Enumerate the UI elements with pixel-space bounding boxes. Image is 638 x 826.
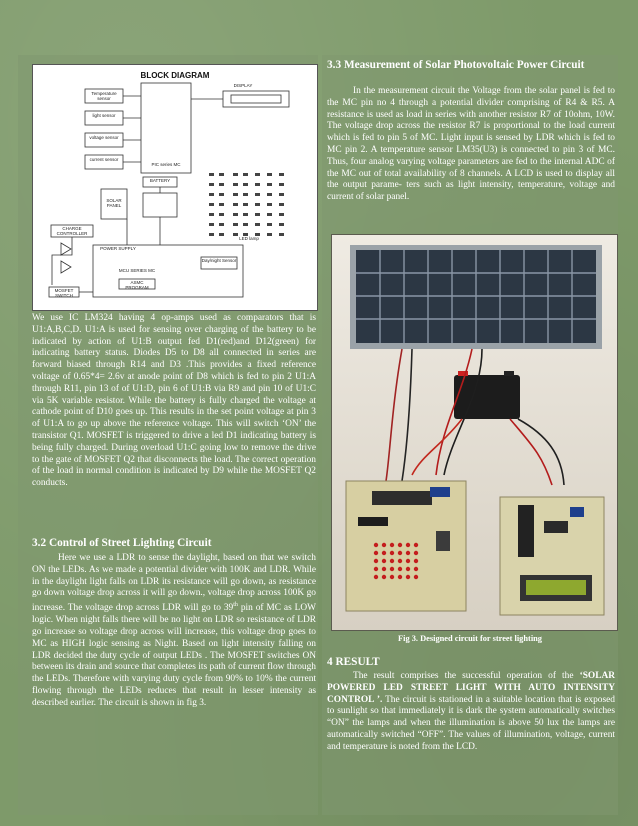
section-3-2-heading: 3.2 Control of Street Lighting Circuit [32,537,212,549]
display-label: DISPLAY [233,83,253,88]
section-3-2-text-a: Here we use a LDR to sense the daylight, based on that we switch ON the LEDs. As we made a potential divider with 100K and LDR. While in the daylight light falls on LDR its resistance will go down, as resistance go down voltage drop across it will go down., voltage drop across 100K go increase. The voltage drop across LDR will go to 39 [32,553,316,614]
block-diagram-title: BLOCK DIAGRAM [140,71,210,80]
section-3-2-body [32,553,316,709]
section-3-3-body [327,86,615,204]
battery-label: BATTERY [149,178,171,183]
solar-panel-label: SOLAR PANEL [106,198,122,208]
section-4-title-bold: ‘SOLAR POWERED LED STREET LIGHT WITH AUTO INTENSITY CONTROL ’. [327,671,615,705]
section-4-text-b: The circuit is stationed in a suitable location that is exposed to sunlight so that immediately it is dark the system automatically switches “ON” the lamps and when the illumination is above 50 lux the lamps are automatically switched “OFF”. The values of illumination, voltage, current and temperature is noted from the LCD. [327,694,615,752]
figure-3-caption: Fig 3. Designed circuit for street lighting [398,634,542,643]
pic-mc-label: PIC series MC [151,162,181,167]
section-3-2-text-b: pin of MC as LOW logic. When night falls there will be no light on LDR so resistance of LDR go increase so voltage drop across will increase, this voltage drop goes to MC as HIGH logic sensing as Night. Based on light intensity falling on LDR decided the duty cycle of output LEDs . The MOSFET switches ON between its drain and source that completes its path of current flow through the LEDs. Therefore with varying duty cycle from 90% to 10% the current flowing through the LEDs reduces that result in lesser intensity as described earlier. The circuit is shown in fig 3. [32,603,316,708]
temperature-sensor-label: Temperature sensor [91,91,117,101]
asmc-program-label: ASMC PROGRAM [125,280,149,290]
left-paragraph: We use IC LM324 having 4 op-amps used as comparators that is U1:A,B,C,D. U1:A is used for sensing over charging of the battery to be indicated by action of U1:B output fed D1(red)and D12(green) for indicating battery status. Diodes D5 to D8 all connected in series are forward biased through R14 and D3 .This provides a fixed reference voltage of 0.65*4= 2.6v at anode point of D8 which is fed to pin 2 U1:A through R11, pin 13 of of U1:D, pin 6 of U1:B via R9 and pin 10 of U1:C via 5K variable resistor. While the battery is fully charged the voltage at cathode point of D10 goes up. This results in the set point voltage at pin 3 of U1:A to go up above the reference voltage. This will switch ‘ON’ the transistor Q1. MOSFET is triggered to drive a led D1 indicating battery is being fully charged. During overload U1:C going low to remove the drive to the gate of MOSFET Q2 that disconnects the load. The correct operation of the load in normal condition is indicated by D9 while the MOSFET Q2 conducts. [32,313,316,489]
mcu-series-label: MCU SERIES MC [118,268,156,273]
block-diagram-drawing [33,65,317,310]
power-supply-label: POWER SUPPLY [100,246,136,251]
section-3-3-text: In the measurement circuit the Voltage from the solar panel is fed to the MC pin no 4 through a potential divider comprising of R4 & R5. A resistance is used as load in series with another resistor R7 of 10ohm, 10W. The voltage drop across the resistor R7 is proportional to the load current which is fed to pin 5 of MC. Light input is sensed by LDR which is fed to MC pin 2. A temperature sensor LM35(U3) is connected to pin 3 of MC. Thus, four analog varying voltage parameters are fed to the internal ADC of the MC out of total availability of 8 channels. A LCD is used to display all the output parame- ters such as light intensity, temperature, voltage and current of solar panel. [327,86,615,203]
led-lamp-label: LED lamp [239,236,259,241]
voltage-sensor-label: voltage sensor [89,135,119,140]
daylight-sensor-label: Day/night Sensor [201,258,237,263]
circuit-photograph [331,234,618,631]
circuit-photo-drawing [332,235,617,630]
section-4-heading: 4 RESULT [327,656,380,668]
charge-controller-label: CHARGE CONTROLLER [56,226,88,236]
current-sensor-label: current sensor [89,157,119,162]
superscript-th: th [233,602,238,609]
section-4-body [327,671,615,754]
mosfet-switch-label: MOSFET SWITCH [54,288,74,298]
light-sensor-label: light sensor [92,113,116,118]
section-4-text-a: The result comprises the successful operation of the [353,671,580,681]
block-diagram-figure [32,64,318,311]
section-3-3-heading: 3.3 Measurement of Solar Photovoltaic Power Circuit [327,59,585,71]
